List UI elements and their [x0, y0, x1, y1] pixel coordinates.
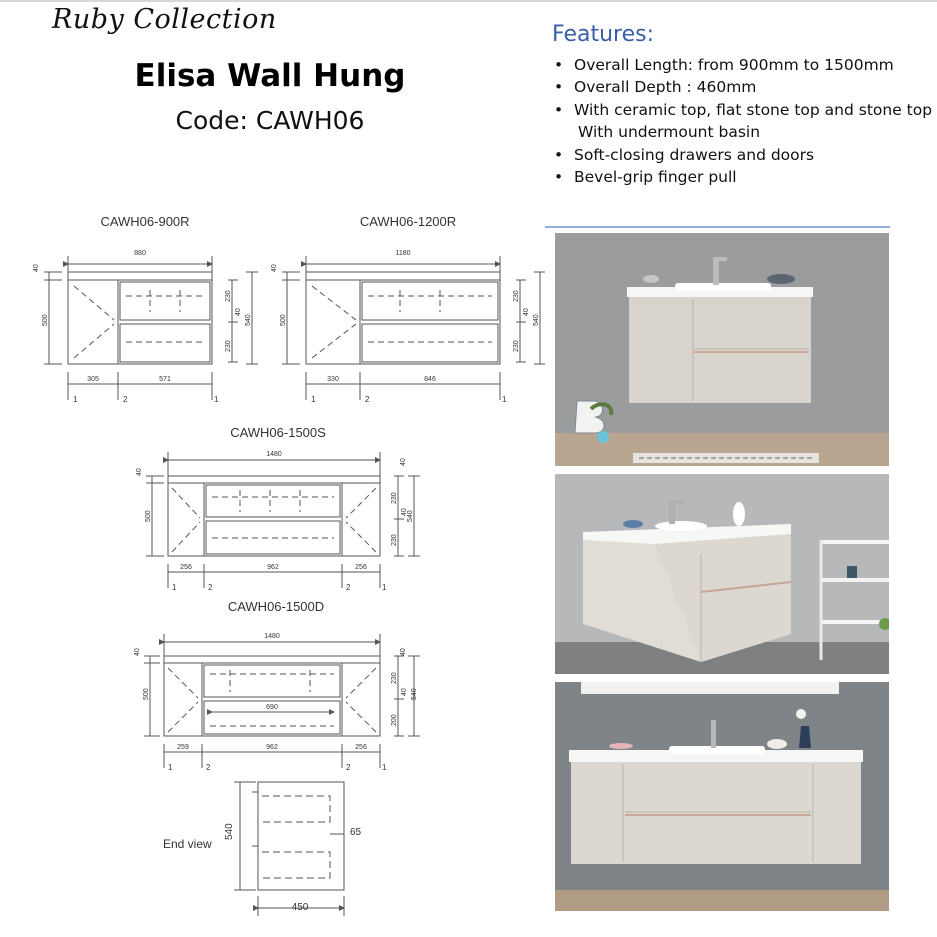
dim-height: 500: [280, 314, 287, 326]
dim-drawer-bottom: 200: [391, 714, 398, 726]
dim-height: 500: [143, 688, 150, 700]
dim-end-depth: 450: [291, 902, 309, 913]
dim-seg2: 846: [424, 376, 436, 383]
dim-width: 1480: [266, 451, 282, 458]
dim-drawer-bottom: 230: [513, 340, 520, 352]
dim-drawer-top: 230: [513, 290, 520, 302]
marker: 2: [365, 395, 370, 404]
feature-item: With undermount basin: [578, 123, 761, 142]
brand-logo: Ruby Collection: [52, 4, 277, 35]
bullet-icon: •: [554, 56, 564, 74]
feature-item: • Soft-closing drawers and doors: [552, 144, 937, 166]
product-title: Elisa Wall Hung: [134, 58, 406, 94]
technical-drawings: [0, 195, 545, 930]
section-divider: [545, 226, 890, 228]
features-heading: Features:: [552, 22, 655, 47]
dim-seg1: 305: [87, 376, 99, 383]
dim-overall: 540: [245, 314, 252, 326]
marker: 2: [206, 763, 211, 772]
feature-item: • Overall Depth : 460mm: [552, 76, 937, 98]
dim-drawer-top: 230: [391, 492, 398, 504]
bullet-icon: •: [554, 168, 564, 187]
dim-seg1: 330: [327, 376, 339, 383]
marker: 1: [382, 583, 387, 592]
product-photo-900: [555, 233, 889, 466]
marker: 1: [311, 395, 316, 404]
product-code: Code: CAWH06: [175, 106, 365, 135]
dim-width: 880: [134, 250, 146, 257]
dim-top-right: 40: [400, 458, 407, 466]
drawing-1200r: [282, 256, 545, 400]
marker: 2: [123, 395, 128, 404]
bullet-icon: •: [554, 145, 564, 164]
dim-seg2: 571: [159, 376, 171, 383]
dim-top: 40: [136, 468, 143, 476]
features-list: [552, 54, 937, 188]
dim-seg2: 962: [267, 564, 279, 571]
product-photo-1200: [555, 474, 889, 674]
dim-top: 40: [33, 264, 40, 272]
dim-height: 500: [145, 510, 152, 522]
dim-gap: 40: [523, 308, 530, 316]
feature-item: • Bevel-grip finger pull: [552, 166, 937, 188]
top-rule: [0, 0, 937, 2]
drawing-900r: [44, 256, 258, 400]
marker: 2: [346, 763, 351, 772]
marker: 1: [172, 583, 177, 592]
dim-drawer-top: 230: [391, 672, 398, 684]
dim-seg1: 256: [180, 564, 192, 571]
dim-seg3: 256: [355, 564, 367, 571]
end-view-label: End view: [163, 837, 212, 851]
label-900r: CAWH06-900R: [100, 214, 190, 229]
product-photo-1500: [555, 682, 889, 911]
dim-drawer-bottom: 230: [391, 534, 398, 546]
dim-seg3: 256: [355, 744, 367, 751]
marker: 2: [346, 583, 351, 592]
dim-top: 40: [134, 648, 141, 656]
label-1500s: CAWH06-1500S: [230, 425, 326, 440]
marker: 1: [502, 395, 507, 404]
dim-gap: 40: [401, 688, 408, 696]
dim-width: 1480: [264, 633, 280, 640]
dim-overall: 540: [411, 688, 418, 700]
dim-height: 500: [42, 314, 49, 326]
marker: 1: [168, 763, 173, 772]
dim-drawer-bottom: 230: [225, 340, 232, 352]
dim-overall: 540: [533, 314, 540, 326]
dim-overall: 540: [407, 510, 414, 522]
marker: 2: [208, 583, 213, 592]
dim-top-right: 40: [400, 648, 407, 656]
dim-end-height: 540: [224, 823, 235, 840]
marker: 1: [214, 395, 219, 404]
dim-top: 40: [271, 264, 278, 272]
marker: 1: [73, 395, 78, 404]
dim-end-pull: 65: [350, 827, 362, 838]
bullet-icon: •: [554, 100, 564, 119]
feature-item: • Overall Length: from 900mm to 1500mm: [552, 54, 937, 76]
dim-seg2: 962: [266, 744, 278, 751]
dim-inner: 690: [266, 704, 278, 711]
dim-seg1: 259: [177, 744, 189, 751]
marker: 1: [382, 763, 387, 772]
drawing-end-view: [234, 782, 344, 916]
dim-width: 1180: [395, 250, 411, 257]
bullet-icon: •: [554, 78, 564, 97]
dim-gap: 40: [401, 508, 408, 516]
dim-gap: 40: [235, 308, 242, 316]
label-1200r: CAWH06-1200R: [359, 214, 457, 229]
dim-drawer-top: 230: [225, 290, 232, 302]
feature-item: • With ceramic top, flat stone top and stone top: [552, 99, 937, 121]
label-1500d: CAWH06-1500D: [227, 599, 325, 614]
